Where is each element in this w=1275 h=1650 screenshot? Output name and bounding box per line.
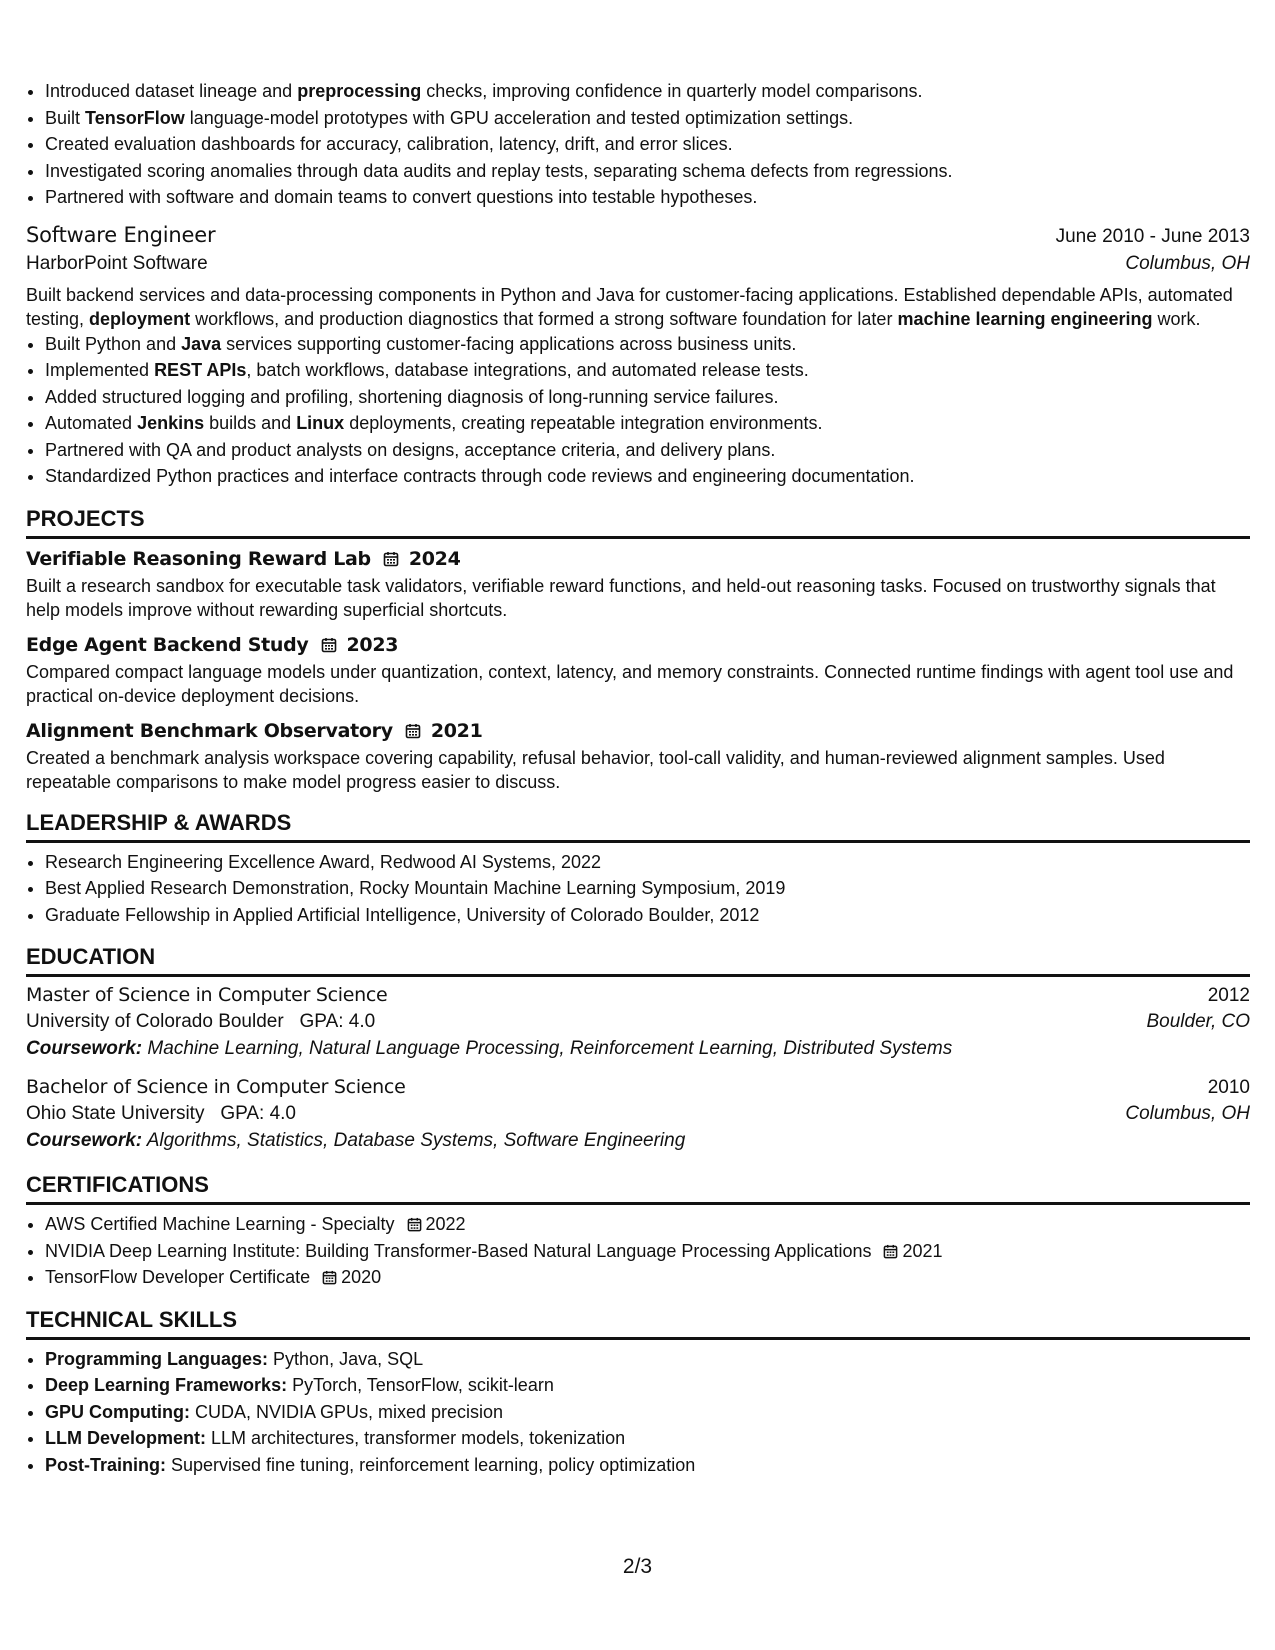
project-title: Alignment Benchmark Observatory	[26, 719, 393, 742]
page-number: 2/3	[622, 1555, 653, 1578]
list-item: • Partnered with QA and product analysts on designs, acceptance criteria, and delivery plans.	[45, 437, 1250, 464]
cert-name: TensorFlow Developer Certificate	[45, 1267, 311, 1287]
skill-label: Deep Learning Frameworks:	[45, 1375, 288, 1395]
section-heading-education: EDUCATION	[26, 944, 1250, 977]
section-heading-certifications: CERTIFICATIONS	[26, 1172, 1250, 1205]
skills-list	[26, 1346, 1250, 1479]
list-item: • Standardized Python practices and interface contracts through code reviews and engineering documentation.	[45, 463, 1250, 490]
education-entry	[26, 1076, 1250, 1152]
section-heading-awards: LEADERSHIP & AWARDS	[26, 810, 1250, 843]
list-item: • Graduate Fellowship in Applied Artificial Intelligence, University of Colorado Boulder, 2012	[45, 902, 1250, 929]
project-year: 2021	[430, 719, 483, 742]
list-item: • Built TensorFlow language-model prototypes with GPU acceleration and tested optimization settings.	[45, 105, 1250, 132]
resume-page	[26, 78, 1250, 1478]
skill-value: PyTorch, TensorFlow, scikit-learn	[287, 1375, 554, 1395]
degree-title: Bachelor of Science in Computer Science	[26, 1076, 406, 1098]
list-item: • Research Engineering Excellence Award, Redwood AI Systems, 2022	[45, 849, 1250, 876]
company-name: HarborPoint Software	[26, 252, 208, 274]
list-item: • Added structured logging and profiling, shortening diagnosis of long-running service failures.	[45, 384, 1250, 411]
calendar-icon	[322, 1270, 337, 1285]
list-item: • Introduced dataset lineage and preprocessing checks, improving confidence in quarterly model comparisons.	[45, 78, 1250, 105]
list-item	[45, 1211, 1250, 1238]
skill-label: Post-Training:	[45, 1454, 166, 1475]
skill-value: Python, Java, SQL	[268, 1348, 424, 1369]
project-description: Built a research sandbox for executable task validators, verifiable reward functions, and held-out reasoning tasks. Focused on trustworthy signals that help models improve without rewarding superficial shortcuts.	[26, 575, 1216, 620]
previous-job-bullets	[26, 78, 1250, 211]
project-entry	[26, 720, 1250, 794]
calendar-icon	[383, 551, 399, 567]
job-location: Columbus, OH	[1125, 252, 1250, 274]
project-title: Edge Agent Backend Study	[26, 633, 309, 656]
list-item: • Created evaluation dashboards for accuracy, calibration, latency, drift, and error slices.	[45, 131, 1250, 158]
school-location: Columbus, OH	[1125, 1103, 1250, 1124]
list-item: • Investigated scoring anomalies through data audits and replay tests, separating schema defects from regressions.	[45, 158, 1250, 185]
section-heading-projects: PROJECTS	[26, 506, 1250, 539]
awards-list	[26, 849, 1250, 929]
job-summary: Built backend services and data-processing components in Python and Java for customer-facing applications. Established dependable APIs, automated testing, deployment workflows, and production diagnostics that formed a strong software foundation for later machine learning engineering work.	[26, 284, 1233, 329]
list-item: • Implemented REST APIs, batch workflows, database integrations, and automated release tests.	[45, 357, 1250, 384]
skill-label: Programming Languages:	[45, 1348, 269, 1369]
degree-title: Master of Science in Computer Science	[26, 984, 388, 1006]
cert-year: 2021	[902, 1240, 943, 1261]
list-item: • Best Applied Research Demonstration, Rocky Mountain Machine Learning Symposium, 2019	[45, 875, 1250, 902]
job-dates: June 2010 - June 2013	[1055, 225, 1250, 247]
school-name: Ohio State University	[26, 1103, 205, 1124]
education-entry	[26, 984, 1250, 1060]
certifications-list	[26, 1211, 1250, 1291]
project-entry	[26, 634, 1250, 708]
calendar-icon	[883, 1244, 898, 1259]
coursework: Coursework: Machine Learning, Natural Language Processing, Reinforcement Learning, Distributed Systems	[26, 1038, 953, 1059]
school-location: Boulder, CO	[1146, 1011, 1250, 1032]
skill-value: Supervised fine tuning, reinforcement learning, policy optimization	[166, 1454, 696, 1475]
section-heading-skills: TECHNICAL SKILLS	[26, 1307, 1250, 1340]
gpa: GPA: 4.0	[299, 1011, 376, 1032]
job-title: Software Engineer	[26, 222, 216, 247]
degree-year: 2010	[1207, 1077, 1250, 1098]
job-bullets	[26, 331, 1250, 490]
list-item	[45, 1372, 1250, 1399]
list-item	[45, 1452, 1250, 1479]
project-year: 2023	[346, 633, 399, 656]
list-item: • Partnered with software and domain teams to convert questions into testable hypotheses.	[45, 184, 1250, 211]
cert-year: 2022	[425, 1214, 466, 1234]
list-item	[45, 1264, 1250, 1291]
project-description: Compared compact language models under quantization, context, latency, and memory constraints. Connected runtime findings with agent tool use and practical on-device deployment decisions.	[26, 661, 1234, 706]
calendar-icon	[405, 723, 421, 739]
job-entry	[26, 223, 1250, 490]
school-name: University of Colorado Boulder	[26, 1011, 284, 1032]
cert-name: NVIDIA Deep Learning Institute: Building Transformer-Based Natural Language Processing Applications	[45, 1240, 872, 1261]
list-item	[45, 1425, 1250, 1452]
project-description: Created a benchmark analysis workspace covering capability, refusal behavior, tool-call validity, and human-reviewed alignment samples. Used repeatable comparisons to make model progress easier to discuss.	[26, 747, 1165, 792]
degree-year: 2012	[1207, 985, 1250, 1006]
list-item	[45, 1399, 1250, 1426]
project-year: 2024	[408, 547, 461, 570]
project-entry	[26, 548, 1250, 622]
cert-name: AWS Certified Machine Learning - Specialty	[45, 1214, 395, 1234]
list-item	[45, 1238, 1250, 1265]
coursework: Coursework: Algorithms, Statistics, Database Systems, Software Engineering	[26, 1130, 686, 1151]
project-title: Verifiable Reasoning Reward Lab	[26, 547, 371, 570]
skill-label: GPU Computing:	[45, 1401, 190, 1422]
list-item: • Built Python and Java services supporting customer-facing applications across business units.	[45, 331, 1250, 358]
skill-value: LLM architectures, transformer models, tokenization	[206, 1428, 626, 1448]
calendar-icon	[321, 637, 337, 653]
skill-label: LLM Development:	[45, 1428, 207, 1448]
calendar-icon	[407, 1217, 422, 1232]
skill-value: CUDA, NVIDIA GPUs, mixed precision	[189, 1401, 504, 1422]
list-item: • Automated Jenkins builds and Linux deployments, creating repeatable integration environments.	[45, 410, 1250, 437]
cert-year: 2020	[341, 1267, 382, 1287]
list-item	[45, 1346, 1250, 1373]
gpa: GPA: 4.0	[220, 1103, 296, 1124]
